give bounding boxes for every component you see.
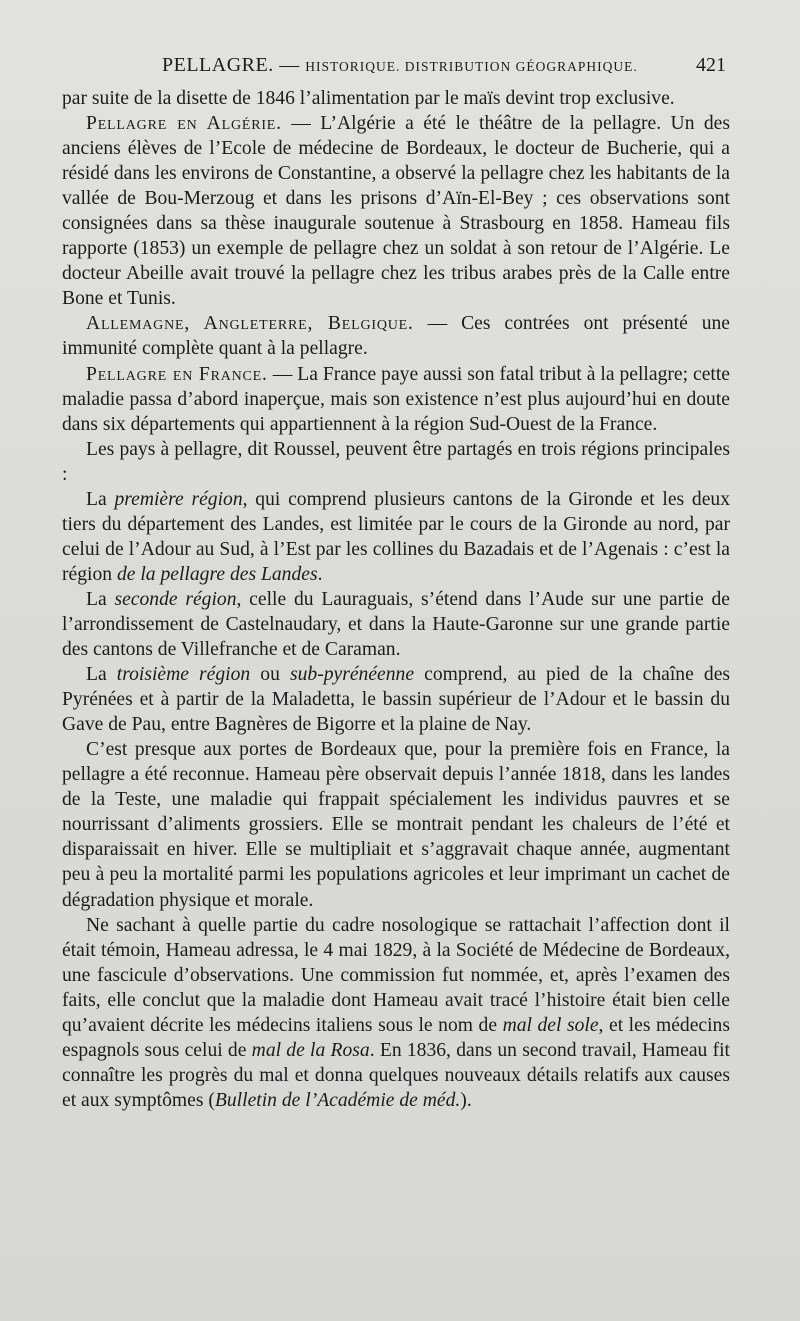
text-run: comprend, au pied de la chaîne des Pyrénées et à partir de la Maladetta, le bassin supérieur de l’Adour et le bassin du Gave de Pau, entre Bagnères de Bigorre et la plaine de Nay. (62, 664, 731, 736)
text-run: ou (250, 664, 290, 686)
paragraph (62, 587, 730, 662)
page-number: 421 (696, 54, 726, 76)
section-heading: Allemagne, Angleterre, Belgique. (86, 313, 414, 335)
text-run: — Ces contrées ont présenté une immunité complète quant à la pellagre. (62, 313, 730, 360)
italic-text: mal de la Rosa (251, 1039, 370, 1061)
text-run: Ne sachant à quelle partie du cadre nosologique se rattachait l’affection dont il était témoin, Hameau adressa, le 4 mai 1829, à la Société de Médecine de Bordeaux, une fascicule d’observations. Une commission fut nommée, et, après l’examen des faits, elle conclut que la maladie dont Hameau avait tracé l’histoire était bien celle qu’avaient décrite les médecins italiens sous le nom de (62, 914, 730, 1036)
paragraph (62, 662, 730, 737)
italic-text: première région (114, 488, 243, 510)
italic-text: Bulletin de l’Académie de méd. (214, 1089, 461, 1111)
running-title (162, 54, 638, 77)
text-run: — La France paye aussi son fatal tribut à la pellagre; cette maladie passa d’abord inaperçue, mais son existence n’est plus aujourd’hui en doute dans six départements qui appartiennent à la région Sud-Ouest de la France. (62, 363, 730, 435)
italic-text: seconde région (114, 588, 237, 610)
paragraph (62, 437, 730, 487)
text-run: ). (460, 1089, 472, 1111)
paragraph (62, 487, 730, 587)
text-run: . En 1836, dans un second travail, Hameau fit connaître les progrès du mal et donna quelques nouveaux détails relatifs aux causes et aux symptômes ( (62, 1039, 730, 1111)
text-run: par suite de la disette de 1846 l’alimentation par le maïs devint trop exclusive. (62, 88, 675, 109)
header-dash: — (279, 54, 300, 76)
text-run: C’est presque aux portes de Bordeaux que, pour la première fois en France, la pellagre a été reconnue. Hameau père observait depuis l’année 1818, dans les landes de la Teste, une maladie qui frappait spécialement les individus pauvres et se nourrissant d’aliments grossiers. Elle se montrait pendant les chaleurs de l’été et disparaissait en hiver. Elle se multipliait et s’aggravait chaque année, augmentant peu à peu la mortalité parmi les populations agricoles et leur imprimant un cachet de dégradation physique et morale. (62, 739, 730, 911)
text-run: . (317, 563, 323, 585)
section-heading: Pellagre en France. (86, 363, 268, 385)
italic-text: de la pellagre des Landes (116, 563, 318, 585)
text-run: La (86, 664, 117, 686)
paragraph (62, 362, 730, 437)
text-run: , qui comprend plusieurs cantons de la Gironde et les deux tiers du département des Landes, est limitée par le cours de la Gironde au nord, par celui de l’Adour au Sud, à l’Est par les collines du Bazadais et de l’Agenais : c’est la région (62, 488, 730, 585)
running-header (62, 52, 730, 82)
text-run: La (86, 588, 115, 610)
paragraph (62, 913, 730, 1113)
header-title: PELLAGRE. (162, 54, 274, 76)
italic-text: troisième région (116, 664, 251, 686)
header-subtitle: HISTORIQUE. DISTRIBUTION GÉOGRAPHIQUE. (305, 59, 638, 74)
paragraph (62, 311, 730, 361)
paragraph (62, 86, 730, 111)
body-text (62, 86, 730, 1113)
italic-text: sub-pyrénéenne (290, 664, 415, 686)
text-run: La (86, 488, 115, 510)
paragraph (62, 111, 730, 311)
italic-text: mal del sole (502, 1014, 599, 1036)
text-run: , et les médecins espagnols sous celui de (62, 1014, 730, 1061)
text-run: , celle du Lauraguais, s’étend dans l’Aude sur une partie de l’arrondissement de Castelnaudary, et dans la Haute-Garonne sur une grande partie des cantons de Villefranche et de Caraman. (62, 588, 730, 661)
section-heading: Pellagre en Algérie. (86, 113, 282, 135)
text-run: — L’Algérie a été le théâtre de la pellagre. Un des anciens élèves de l’Ecole de médecine de Bordeaux, le docteur de Bucherie, qui a résidé dans les environs de Constantine, a observé la pellagre chez les habitants de la vallée de Bou-Merzoug et dans les prisons d’Aïn-El-Bey ; ces observations sont consignées dans sa thèse inaugurale soutenue à Strasbourg en 1858. Hameau fils rapporte (1853) un exemple de pellagre chez un soldat à son retour de l’Algérie. Le docteur Abeille avait trouvé la pellagre chez les tribus arabes près de la Calle entre Bone et Tunis. (62, 113, 731, 310)
paragraph (62, 737, 730, 912)
text-run: Les pays à pellagre, dit Roussel, peuvent être partagés en trois régions principales : (62, 438, 730, 485)
